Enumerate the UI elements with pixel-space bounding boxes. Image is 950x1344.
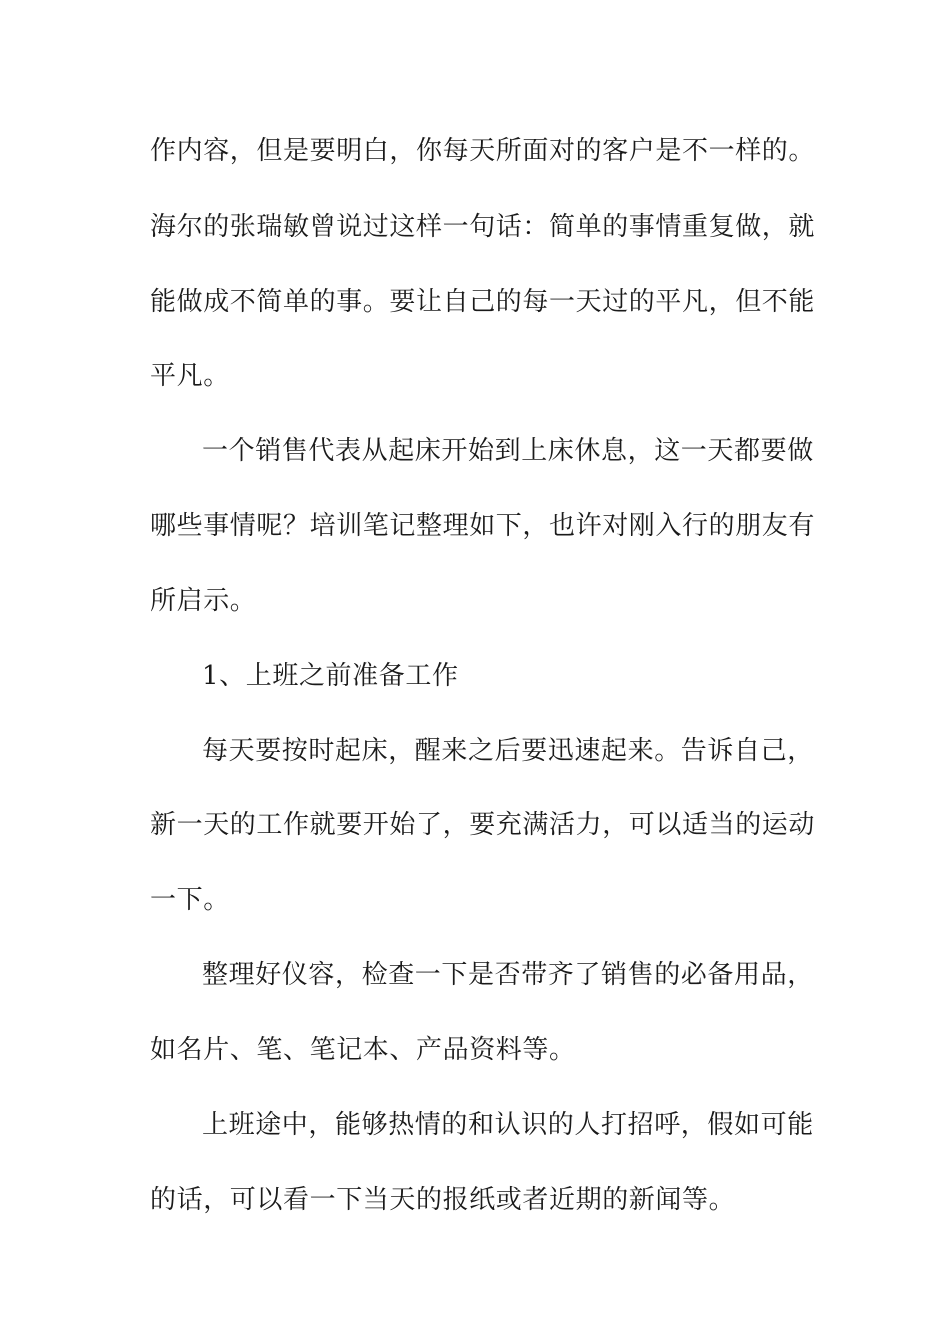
paragraph-line: 平凡。: [150, 361, 230, 391]
paragraph-line: 的话，可以看一下当天的报纸或者近期的新闻等。: [150, 1185, 736, 1215]
section-heading: 1、上班之前准备工作: [202, 661, 459, 691]
paragraph-line: 能做成不简单的事。要让自己的每一天过的平凡，但不能: [150, 287, 816, 317]
paragraph-line: 海尔的张瑞敏曾说过这样一句话：简单的事情重复做，就: [150, 212, 816, 242]
paragraph-line: 一个销售代表从起床开始到上床休息，这一天都要做: [202, 436, 814, 466]
paragraph-line: 新一天的工作就要开始了，要充满活力，可以适当的运动: [150, 810, 816, 840]
paragraph-line: 上班途中，能够热情的和认识的人打招呼，假如可能: [202, 1110, 814, 1140]
paragraph-line: 作内容，但是要明白，你每天所面对的客户是不一样的。: [150, 136, 816, 166]
paragraph-line: 每天要按时起床，醒来之后要迅速起来。告诉自己，: [202, 736, 814, 766]
paragraph-line: 一下。: [150, 885, 230, 915]
paragraph-line: 哪些事情呢？培训笔记整理如下，也许对刚入行的朋友有: [150, 511, 816, 541]
paragraph-line: 如名片、笔、笔记本、产品资料等。: [150, 1035, 576, 1065]
paragraph-line: 整理好仪容，检查一下是否带齐了销售的必备用品，: [202, 960, 814, 990]
paragraph-line: 所启示。: [150, 586, 257, 616]
